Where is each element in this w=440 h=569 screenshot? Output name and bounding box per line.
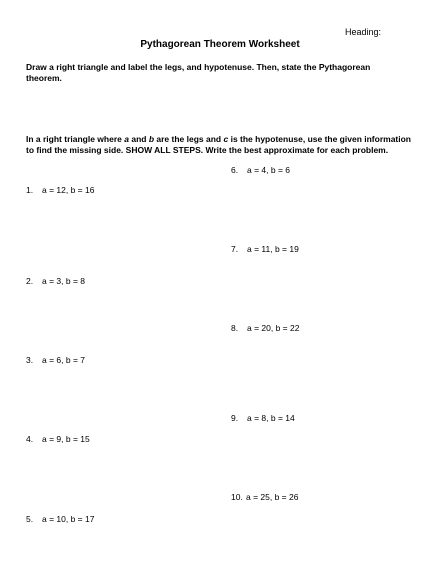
problem-number: 9. (231, 413, 239, 423)
heading-label: Heading: (345, 27, 382, 37)
var-c: c (223, 134, 229, 144)
problem-number: 2. (26, 276, 34, 286)
problem-text: a = 6, b = 7 (42, 355, 86, 365)
var-a: a (124, 134, 129, 144)
worksheet-title: Pythagorean Theorem Worksheet (140, 39, 300, 50)
problem-text: a = 10, b = 17 (42, 514, 95, 524)
problem-number: 5. (26, 514, 34, 524)
var-b: b (148, 134, 155, 144)
problem-number: 3. (26, 355, 34, 365)
solve-mid: are the legs and (154, 134, 224, 144)
problem-text: a = 8, b = 14 (247, 413, 295, 423)
problem-number: 4. (26, 434, 34, 444)
problem-text: a = 11, b = 19 (247, 244, 299, 254)
problem-text: a = 25, b = 26 (246, 492, 299, 502)
solve-instructions (26, 134, 411, 156)
solve-suffix: is the hypotenuse, use the given information to find the missing side. SHOW ALL STEPS. Write the best approximate for each problem. (26, 134, 411, 155)
solve-and: and (128, 134, 149, 144)
problem-text: a = 20, b = 22 (247, 323, 300, 333)
problem-number: 6. (231, 165, 239, 175)
problem-number: 7. (231, 244, 239, 254)
problem-number: 1. (26, 185, 34, 195)
problem-number: 8. (231, 323, 239, 333)
problem-number: 10. (231, 492, 243, 502)
draw-instructions: Draw a right triangle and label the legs, and hypotenuse. Then, state the Pythagorean theorem. (26, 62, 371, 83)
solve-prefix: In a right triangle where (26, 134, 125, 144)
problem-text: a = 12, b = 16 (42, 185, 95, 195)
problem-text: a = 4, b = 6 (247, 165, 291, 175)
problem-text: a = 3, b = 8 (42, 276, 86, 286)
problem-text: a = 9, b = 15 (42, 434, 90, 444)
